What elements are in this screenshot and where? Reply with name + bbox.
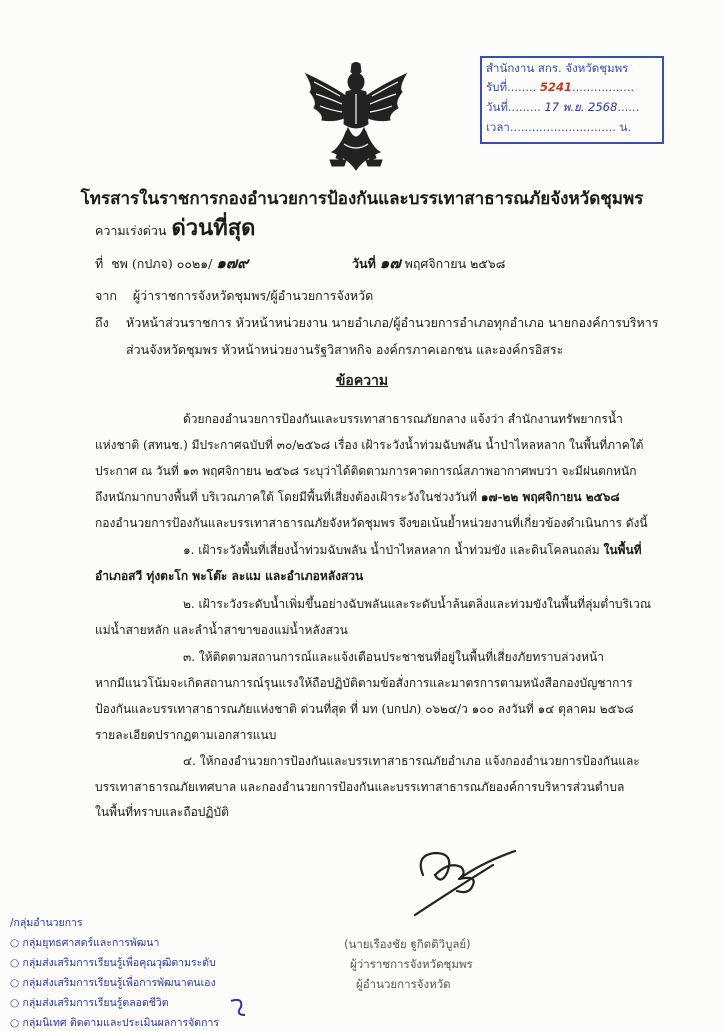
risk-period: ๑๗-๒๒ พฤศจิกายน ๒๕๖๘ xyxy=(480,490,620,504)
initials-mark xyxy=(225,995,255,1019)
document-date-row xyxy=(352,251,505,275)
stamp-time-label: เวลา xyxy=(486,120,510,134)
to-line-1: หัวหน้าส่วนราชการ หัวหน้าหน่วยงาน นายอำเภอ/ผู้อำนวยการอำเภอทุกอำเภอ นายกองค์การบริหาร xyxy=(126,315,659,330)
item-1-line-1 xyxy=(183,541,642,560)
distribution-item: ○ กลุ่มยุทธศาสตร์และการพัฒนา xyxy=(10,937,160,949)
urgency-row xyxy=(95,210,255,245)
paragraph-1-line-5: กองอำนวยการป้องกันและบรรเทาสาธารณภัยจังหวัดชุมพร จึงขอเน้นย้ำหน่วยงานที่เกี่ยวข้องดำเนินการ ดังนี้ xyxy=(95,516,648,530)
document-title: โทรสารในราชการกองอำนวยการป้องกันและบรรเทาสาธารณภัยจังหวัดชุมพร xyxy=(80,189,644,209)
from-row xyxy=(95,286,373,306)
distribution-item: ○ กลุ่มส่งเสริมการเรียนรู้ตลอดชีวิต xyxy=(10,997,169,1009)
item-4-line-2: บรรเทาสาธารณภัยเทศบาล และกองอำนวยการป้องกันและบรรเทาสาธารณภัยองค์การบริหารส่วนตำบล xyxy=(95,780,625,794)
paragraph-1-line-4 xyxy=(95,488,620,507)
document-number-row xyxy=(95,251,248,275)
stamp-received-no: 5241 xyxy=(539,80,572,94)
paragraph-1-line-1: ด้วยกองอำนวยการป้องกันและบรรเทาสาธารณภัยกลาง แจ้งว่า สำนักงานทรัพยากรน้ำ xyxy=(183,412,623,426)
document-date-label: วันที่ xyxy=(352,256,376,271)
paragraph-1-line-2: แห่งชาติ (สทนช.) มีประกาศฉบับที่ ๓๐/๒๕๖๘ เรื่อง เฝ้าระวังน้ำท่วมฉับพลัน น้ำป่าไหลหลาก ในพื้นที่ภาคใต้ xyxy=(95,438,644,452)
item-1-area-label: ในพื้นที่ xyxy=(603,543,642,557)
stamp-date-label: วันที่ xyxy=(486,100,508,114)
to-label: ถึง xyxy=(95,315,109,330)
from-value: ผู้ว่าราชการจังหวัดชุมพร/ผู้อำนวยการจังหวัด xyxy=(132,288,374,303)
urgency-label: ความเร่งด่วน xyxy=(95,223,167,238)
item-3-line-2: หากมีแนวโน้มจะเกิดสถานการณ์รุนแรงให้ถือปฏิบัติตามข้อสั่งการและมาตรการตามหนังสือกองบัญชาการ xyxy=(95,676,633,690)
stamp-office: สำนักงาน สกร. จังหวัดชุมพร xyxy=(486,61,629,75)
stamp-date: 17 พ.ย. 2568 xyxy=(544,100,618,114)
paragraph-1-line-3: ประกาศ ณ วันที่ ๑๓ พฤศจิกายน ๒๕๖๘ ระบุว่าได้ติดตามการคาดการณ์สภาพอากาศพบว่า จะมีฝนตกหนัก xyxy=(95,464,637,478)
to-line-2: ส่วนจังหวัดชุมพร หัวหน้าหน่วยงานรัฐวิสาหกิจ องค์กรภาคเอกชน และองค์กรอิสระ xyxy=(126,342,564,357)
signer-position-2: ผู้อำนวยการจังหวัด xyxy=(356,977,451,991)
from-label: จาก xyxy=(95,288,117,303)
receipt-stamp: สำนักงาน สกร. จังหวัดชุมพร รับที่........ 5241................. วันที่......... 17 พ.ย. 2568...... เวลา............................. น. xyxy=(480,56,664,144)
document-number: ชพ (กปภจ) ๐๐๒๑/ xyxy=(111,256,213,271)
item-2-line-1: ๒. เฝ้าระวังระดับน้ำเพิ่มขึ้นอย่างฉับพลันและระดับน้ำล้นตลิ่งและท่วมขังในพื้นที่ลุ่มต่ำบริเวณ xyxy=(183,597,651,611)
item-3-line-4: รายละเอียดปรากฏตามเอกสารแนบ xyxy=(95,728,277,742)
document-number-handwritten: ๑๗๙ xyxy=(216,254,249,272)
garuda-emblem-icon xyxy=(300,62,412,180)
item-1-line-2: อำเภอสวี ทุ่งตะโก พะโต๊ะ ละแม และอำเภอหลังสวน xyxy=(95,569,364,583)
handwritten-signature xyxy=(395,845,545,940)
item-1-text: ๑. เฝ้าระวังพื้นที่เสี่ยงน้ำท่วมฉับพลัน น้ำป่าไหลหลาก น้ำท่วมขัง และดินโคลนถล่ม xyxy=(183,543,604,557)
message-heading: ข้อความ xyxy=(335,373,389,389)
urgency-value: ด่วนที่สุด xyxy=(171,215,256,241)
item-4-line-1: ๔. ให้กองอำนวยการป้องกันและบรรเทาสาธารณภัยอำเภอ แจ้งกองอำนวยการป้องกันและ xyxy=(183,754,640,768)
distribution-item: ○ กลุ่มส่งเสริมการเรียนรู้เพื่อการพัฒนาตนเอง xyxy=(10,977,216,989)
item-3-line-3: ป้องกันและบรรเทาสาธารณภัยแห่งชาติ ด่วนที่สุด ที่ มท (บกปภ) ๐๖๒๔/ว ๑๐๐ ลงวันที่ ๑๔ ตุลาคม ๒๕๖๘ xyxy=(95,702,634,716)
distribution-title: /กลุ่มอำนวยการ xyxy=(10,917,83,929)
item-4-line-3: ในพื้นที่ทราบและถือปฏิบัติ xyxy=(95,805,229,819)
item-3-line-1: ๓. ให้ติดตามสถานการณ์และแจ้งเตือนประชาชนที่อยู่ในพื้นที่เสี่ยงภัยทราบล่วงหน้า xyxy=(183,650,604,664)
signer-name: (นายเรืองชัย ฐูกิตติวิบูลย์) xyxy=(344,937,471,951)
document-date: พฤศจิกายน ๒๕๖๘ xyxy=(404,256,506,271)
document-date-handwritten: ๑๗ xyxy=(379,254,401,272)
paragraph-1-line-4-text: ถึงหนักมากบางพื้นที่ บริเวณภาคใต้ โดยมีพื้นที่เสี่ยงต้องเฝ้าระวังในช่วงวันที่ xyxy=(95,490,481,504)
document-number-label: ที่ xyxy=(95,256,104,271)
item-2-line-2: แม่น้ำสายหลัก และลำน้ำสาขาของแม่น้ำหลังสวน xyxy=(95,623,348,637)
stamp-received-label: รับที่ xyxy=(486,80,508,94)
signer-position-1: ผู้ว่าราชการจังหวัดชุมพร xyxy=(350,957,473,971)
distribution-item: ○ กลุ่มส่งเสริมการเรียนรู้เพื่อคุณวุฒิตามระดับ xyxy=(10,957,216,969)
stamp-time-suffix: น. xyxy=(619,120,632,134)
distribution-item: ○ กลุ่มนิเทศ ติดตามและประเมินผลการจัดการ xyxy=(10,1017,219,1029)
